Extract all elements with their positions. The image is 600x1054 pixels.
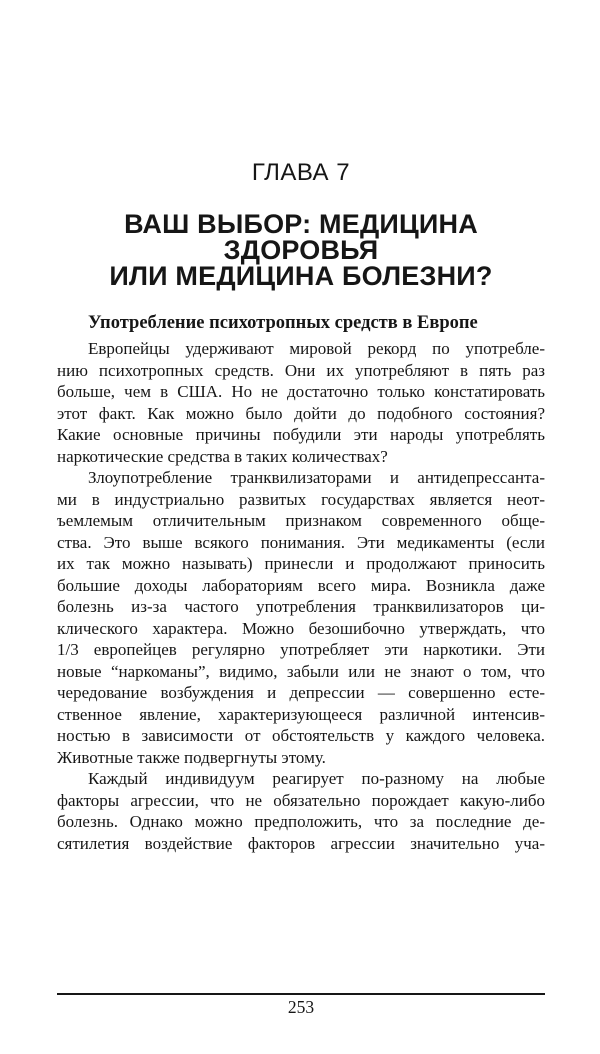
text-line: клического характера. Можно безошибочно утверждать, что xyxy=(57,618,545,638)
text-line: сятилетия воздействие факторов агрессии значительно уча- xyxy=(57,833,545,853)
paragraph xyxy=(57,338,545,467)
text-line: их так можно называть) принесли и продолжают приносить xyxy=(57,554,545,573)
text-line: большие доходы лабораториям всего мира. Возникла даже xyxy=(57,575,545,595)
text-line: Животные также подвергнуты этому. xyxy=(57,747,326,767)
text-line: Какие основные причины побудили эти народы употреблять xyxy=(57,425,545,444)
text-line: чередование возбуждения и депрессии — совершенно есте- xyxy=(57,683,545,702)
section-heading: Употребление психотропных средств в Европе xyxy=(88,313,478,333)
text-line: ъемлемым отличительным признаком современного обще- xyxy=(57,511,545,530)
text-line: болезнь. Однако можно предположить, что за последние де- xyxy=(57,812,545,831)
text-line: Европейцы удерживают мировой рекорд по употребле- xyxy=(88,339,545,358)
text-line: факторы агрессии, что не обязательно порождает какую-либо xyxy=(57,790,545,810)
footer-rule xyxy=(57,993,545,995)
text-line: новые “наркоманы”, видимо, забыли или не знают о том, что xyxy=(57,661,545,681)
text-line: нию психотропных средств. Они их употребляют в пять раз xyxy=(57,360,545,380)
page-footer xyxy=(57,993,545,1018)
text-line: ства. Это выше всякого понимания. Эти медикаменты (если xyxy=(57,532,545,552)
page-title xyxy=(57,211,545,289)
text-line: этот факт. Как можно было дойти до подобного состояния? xyxy=(57,403,545,423)
book-page xyxy=(0,161,600,1054)
text-line: ми в индустриально развитых государствах является неот- xyxy=(57,489,545,509)
page-title-line-1: ВАШ ВЫБОР: МЕДИЦИНА ЗДОРОВЬЯ xyxy=(124,209,478,265)
text-line: ностью в зависимости от обстоятельств у каждого человека. xyxy=(57,726,545,745)
paragraph xyxy=(57,768,545,854)
text-line: ственное явление, характеризующееся различной интенсив- xyxy=(57,704,545,724)
page-title-line-2: ИЛИ МЕДИЦИНА БОЛЕЗНИ? xyxy=(109,261,493,291)
page-number: 253 xyxy=(287,997,315,1017)
text-line: больше, чем в США. Но не достаточно только констатировать xyxy=(57,382,545,401)
chapter-heading: ГЛАВА 7 xyxy=(251,159,351,186)
text-line: наркотические средства в таких количествах? xyxy=(57,446,388,466)
text-line: 1/3 европейцев регулярно употребляет эти наркотики. Эти xyxy=(57,640,545,659)
text-line: Каждый индивидуум реагирует по-разному на любые xyxy=(88,769,545,788)
text-line: болезнь из-за частого употребления транквилизаторов ци- xyxy=(57,597,545,616)
text-line: Злоупотребление транквилизаторами и антидепрессанта- xyxy=(88,468,545,487)
paragraph xyxy=(57,467,545,768)
body-text xyxy=(57,338,545,854)
